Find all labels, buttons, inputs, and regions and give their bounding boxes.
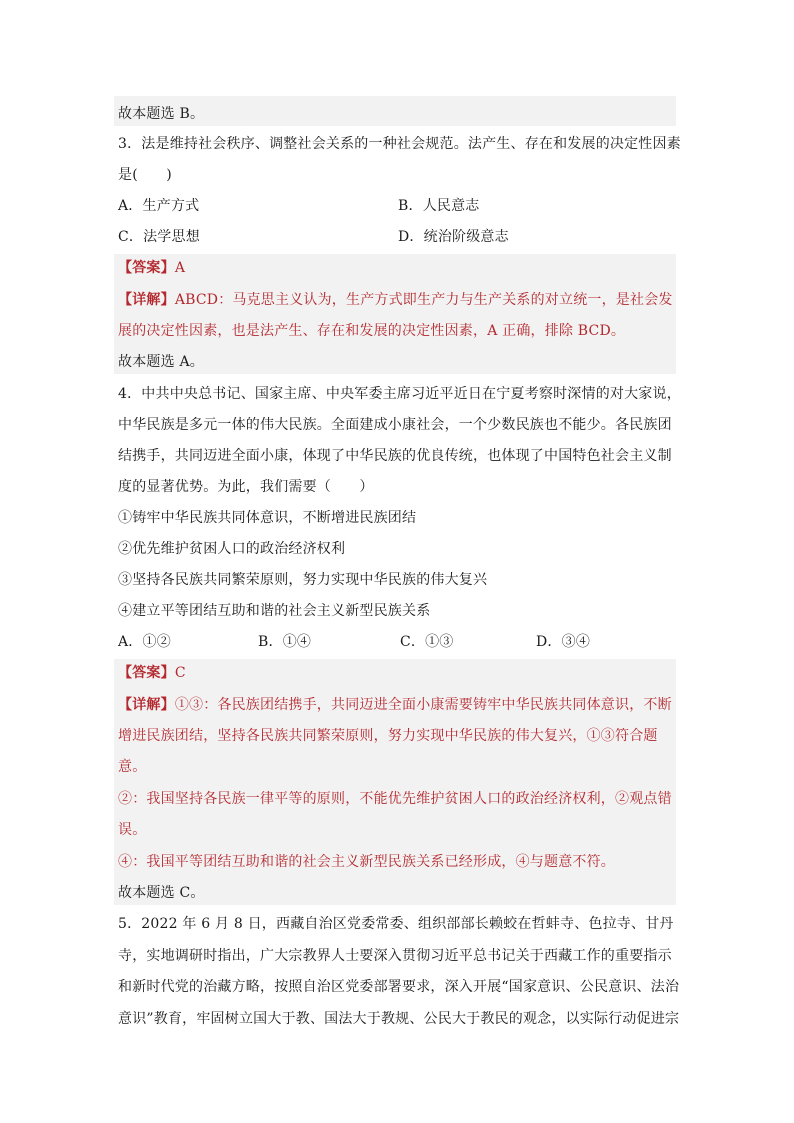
q4-answer-value: C [174, 665, 186, 681]
q4-item4: ④建立平等团结互助和谐的社会主义新型民族关系 [118, 603, 431, 619]
q4-option-b: B．①④ [258, 634, 312, 650]
q4-option-c: C．①③ [400, 634, 454, 650]
q3-options-row2 [118, 227, 676, 247]
q3-option-b: B．人民意志 [398, 198, 480, 214]
q4-detail-line1 [118, 695, 676, 715]
q4-stem-line3: 结携手，共同迈进全面小康，体现了中华民族的优良传统，也体现了中国特色社会主义制 [118, 448, 672, 464]
q4-conclusion: 故本题选 C。 [118, 885, 205, 901]
q4-detail-text1: ①③：各民族团结携手，共同迈进全面小康需要铸牢中华民族共同体意识，不断 [174, 697, 672, 713]
q4-detail-line3: 意。 [118, 759, 147, 775]
q3-conclusion: 故本题选 A。 [118, 354, 204, 370]
q4-detail-label: 【详解】 [118, 697, 175, 713]
q4-detail-line6: ④：我国平等团结互助和谐的社会主义新型民族关系已经形成，④与题意不符。 [118, 854, 615, 870]
q4-answer-label: 【答案】 [118, 665, 175, 681]
q5-stem-line2: 寺，实地调研时指出，广大宗教界人士要深入贯彻习近平总书记关于西藏工作的重要指示 [118, 948, 672, 964]
q3-detail-line2: 展的决定性因素，也是法产生、存在和发展的决定性因素，A 正确，排除 BCD。 [118, 323, 626, 339]
q3-options-row1 [118, 196, 676, 216]
q4-detail-line2: 增进民族团结，坚持各民族共同繁荣原则，努力实现中华民族的伟大复兴，①③符合题 [118, 728, 658, 744]
q3-answer [118, 258, 676, 278]
q3-answer-label: 【答案】 [118, 260, 175, 276]
q3-stem-line1: 3．法是维持社会秩序、调整社会关系的一种社会规范。法产生、存在和发展的决定性因素 [118, 136, 681, 152]
q4-item1: ①铸牢中华民族共同体意识，不断增进民族团结 [118, 510, 417, 526]
q4-stem-line2: 中华民族是多元一体的伟大民族。全面建成小康社会，一个少数民族也不能少。各民族团 [118, 417, 672, 433]
q5-stem-line3: 和新时代党的治藏方略，按照自治区党委部署要求，深入开展“国家意识、公民意识、法治 [118, 979, 680, 995]
q3-option-d: D．统治阶级意志 [398, 229, 509, 245]
q4-detail-line5: 误。 [118, 822, 147, 838]
q4-stem-line4: 度的显著优势。为此，我们需要（ ） [118, 479, 374, 495]
q3-detail-label: 【详解】 [118, 292, 175, 308]
q4-option-d: D．③④ [536, 634, 591, 650]
q3-stem-line2: 是( ) [118, 167, 172, 183]
q4-detail-line4: ②：我国坚持各民族一律平等的原则，不能优先维护贫困人口的政治经济权利，②观点错 [118, 791, 672, 807]
q5-stem-line4: 意识”教育，牢固树立国大于教、国法大于教规、公民大于教民的观念，以实际行动促进宗 [118, 1011, 680, 1027]
q5-stem-line1: 5．2022 年 6 月 8 日，西藏自治区党委常委、组织部部长赖蛟在哲蚌寺、色拉寺、甘丹 [118, 916, 674, 932]
q4-item3: ③坚持各民族共同繁荣原则，努力实现中华民族的伟大复兴 [118, 572, 488, 588]
q2-conclusion: 故本题选 B。 [118, 106, 205, 122]
q4-option-a: A．①② [118, 634, 171, 650]
q3-option-a: A．生产方式 [118, 198, 200, 214]
q3-answer-value: A [174, 260, 186, 276]
q4-options-row [118, 632, 676, 652]
q3-detail-line1 [118, 290, 676, 310]
q3-detail-text1: ABCD：马克思主义认为，生产方式即生产力与生产关系的对立统一，是社会发 [174, 292, 673, 308]
q3-option-c: C．法学思想 [118, 229, 200, 245]
q4-item2: ②优先维护贫困人口的政治经济权利 [118, 541, 346, 557]
q4-answer [118, 663, 676, 683]
q4-stem-line1: 4．中共中央总书记、国家主席、中央军委主席习近平近日在宁夏考察时深情的对大家说， [118, 386, 681, 402]
